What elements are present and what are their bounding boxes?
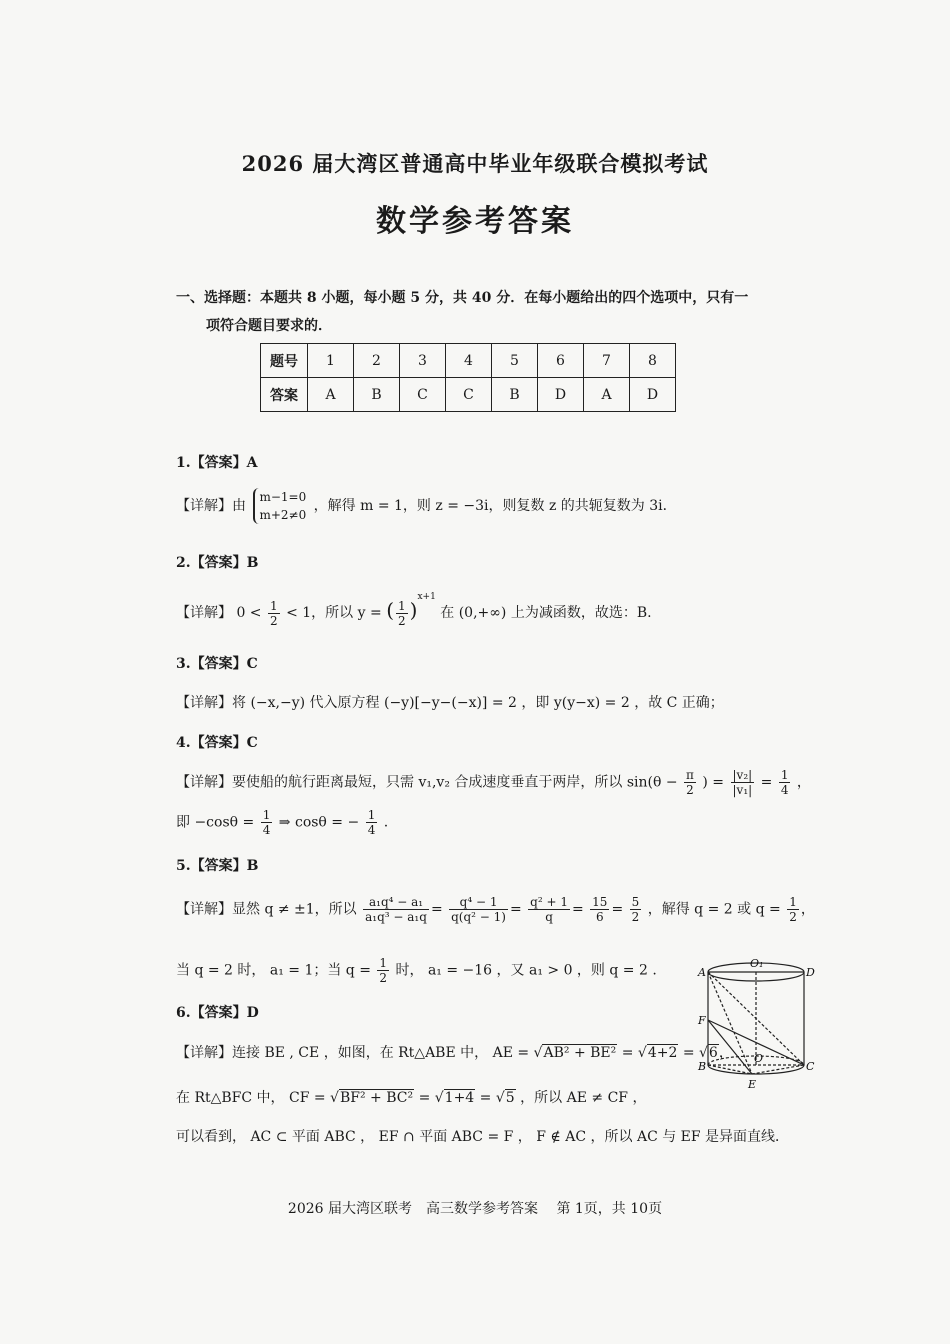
table-cell: 4 xyxy=(446,344,492,378)
sqrt-expression: AB² + BE² xyxy=(543,1045,617,1061)
fraction-numerator: 1 xyxy=(379,956,388,970)
sqrt-expression: 5 xyxy=(505,1090,515,1106)
q2-text-c: 在 (0,+∞) 上为减函数，故选：B. xyxy=(440,605,652,621)
fraction-denominator: q(q² − 1) xyxy=(451,910,506,924)
q6-line2-d: ，所以 AE ≠ CF ， xyxy=(520,1090,647,1106)
table-cell: C xyxy=(446,378,492,412)
table-cell: 2 xyxy=(354,344,400,378)
q6-detail-line1: 【详解】连接 BE , CE ，如图，在 Rt△ABE 中， AE = √AB² + BE² = √4+2 = √6， xyxy=(176,1045,733,1061)
fraction-denominator: 4 xyxy=(367,823,376,837)
detail-label: 【详解】 xyxy=(176,605,232,621)
fraction-numerator: q² + 1 xyxy=(530,895,568,909)
q4-text-b: ) = xyxy=(702,774,725,791)
table-cell: 5 xyxy=(492,344,538,378)
fraction-denominator: 4 xyxy=(262,823,271,837)
q5-detail-line1: 【详解】显然 q ≠ ±1，所以 $\frac{\text{a₁q⁴ − a₁}}{\text{a₁q³ − a₁q}}$ = $\frac{\text{q⁴ − 1}}{\text{q(q² − 1)}}$ = $\frac{\text{q² + 1}}{q}$ = $\frac{15}{6}$ = $\frac{5}{2}$ ，解得 q = 2 或 q = $\frac{1}{2}$ ， xyxy=(176,895,815,924)
table-row-numbers xyxy=(261,344,676,378)
fraction-3 xyxy=(528,895,570,924)
equals-sign: = xyxy=(479,1090,492,1106)
fraction-half xyxy=(787,895,799,924)
q4-detail-line2 xyxy=(176,808,388,837)
q6-detail-line2: 在 Rt△BFC 中， CF = √BF² + BC² = √1+4 = √5 ，所以 AE ≠ CF ， xyxy=(176,1090,647,1106)
fraction-numerator: |v₂| xyxy=(732,768,753,782)
bottom-ellipse-front xyxy=(708,1065,804,1074)
q2-text-b: < 1，所以 y = xyxy=(286,605,382,621)
fraction-pi-half xyxy=(684,768,696,797)
q3-answer: 3.【答案】C xyxy=(176,656,258,672)
table-cell: B xyxy=(492,378,538,412)
document-title: 数学参考答案 xyxy=(376,204,574,239)
q4-answer: 4.【答案】C xyxy=(176,735,258,751)
q4-line2-a: 即 −cosθ = xyxy=(176,814,255,831)
label-B: B xyxy=(698,1060,707,1073)
system-equation-2: m+2≠0 xyxy=(259,508,307,522)
exam-title: 2026 届大湾区普通高中毕业年级联合模拟考试 xyxy=(241,151,709,176)
table-cell: 8 xyxy=(630,344,676,378)
table-cell: D xyxy=(630,378,676,412)
q5-answer: 5.【答案】B xyxy=(176,858,259,874)
sqrt-expression: BF² + BC² xyxy=(339,1090,414,1106)
fraction-denominator: 4 xyxy=(780,783,789,797)
fraction-denominator: 2 xyxy=(686,783,694,797)
q1-detail xyxy=(176,488,677,524)
fraction-half xyxy=(377,956,389,985)
q2-detail xyxy=(176,592,652,628)
fraction-numerator: π xyxy=(686,768,694,782)
q4-text-a: 【详解】要使船的航行距离最短，只需 v₁,v₂ 合成速度垂直于两岸，所以 sin(θ − xyxy=(176,774,678,791)
comma: ， xyxy=(718,1045,733,1061)
label-C: C xyxy=(806,1060,815,1073)
answer-table xyxy=(260,343,676,412)
fraction-numerator: 1 xyxy=(780,768,789,782)
section1-line2: 项符合题目要求的． xyxy=(206,318,332,334)
fraction-quarter xyxy=(261,808,273,837)
fraction-1 xyxy=(363,895,429,924)
table-header-number: 题号 xyxy=(261,344,308,378)
fraction-numerator: a₁q⁴ − a₁ xyxy=(363,895,429,910)
fraction-numerator: q⁴ − 1 xyxy=(449,895,508,910)
q4-text-c: = xyxy=(760,774,773,791)
q4-text-d: ， xyxy=(796,774,811,791)
label-A: A xyxy=(698,966,706,979)
q6-answer: 6.【答案】D xyxy=(176,1005,259,1021)
fraction-denominator: 6 xyxy=(595,910,604,924)
fraction-half-paren xyxy=(396,599,408,628)
label-E: E xyxy=(748,1078,757,1091)
exponent: x+1 xyxy=(417,592,436,602)
label-O: O xyxy=(754,1052,764,1065)
q5-line2-a: 当 q = 2 时， a₁ = 1；当 q = xyxy=(176,962,371,979)
q5-text-b: ，解得 q = 2 或 q = xyxy=(647,901,781,918)
table-cell: A xyxy=(584,378,630,412)
table-cell: 1 xyxy=(308,344,354,378)
label-D: D xyxy=(806,966,815,979)
fraction-quarter xyxy=(779,768,791,797)
q3-detail: 【详解】将 (−x,−y) 代入原方程 (−y)[−y−(−x)] = 2 ，即 y(y−x) = 2 ，故 C 正确； xyxy=(176,695,724,711)
table-header-answer: 答案 xyxy=(261,378,308,412)
fraction-quarter xyxy=(366,808,378,837)
fraction-denominator: 2 xyxy=(398,613,406,628)
q2-answer: 2.【答案】B xyxy=(176,555,259,571)
fraction-numerator: 1 xyxy=(262,808,271,822)
fraction-denominator: 2 xyxy=(379,971,388,985)
q1-answer: 1.【答案】A xyxy=(176,455,258,471)
fraction-denominator: a₁q³ − a₁q xyxy=(365,910,427,924)
table-cell: 6 xyxy=(538,344,584,378)
q4-detail-line1 xyxy=(176,768,811,797)
q6-line2-a: 在 Rt△BFC 中， CF = xyxy=(176,1090,326,1106)
q5-line2-b: 时， a₁ = −16 ，又 a₁ > 0 ，则 q = 2 . xyxy=(395,962,657,979)
table-row-answers xyxy=(261,378,676,412)
equals-sign: = xyxy=(682,1045,695,1061)
equation-system xyxy=(253,488,306,524)
fraction-numerator: 1 xyxy=(398,598,406,613)
fraction-denominator: 2 xyxy=(270,613,278,628)
sqrt-expression: 6 xyxy=(708,1045,718,1061)
sqrt-expression: 4+2 xyxy=(647,1045,678,1061)
fraction-denominator: 2 xyxy=(789,910,797,924)
fraction-numerator: 5 xyxy=(631,895,640,909)
label-F: F xyxy=(698,1014,706,1027)
fraction-denominator: q xyxy=(545,910,553,924)
paren-open: ( xyxy=(386,598,394,622)
fraction-numerator: 1 xyxy=(367,808,376,822)
system-equation-1: m−1=0 xyxy=(259,490,307,504)
fraction-5 xyxy=(630,895,642,924)
equals-sign: = xyxy=(418,1090,431,1106)
fraction-4 xyxy=(590,895,609,924)
table-cell: D xyxy=(538,378,584,412)
equals-sign: = xyxy=(621,1045,634,1061)
table-cell: 3 xyxy=(400,344,446,378)
page-footer: 2026 届大湾区联考 高三数学参考答案 第 1页，共 10页 xyxy=(287,1201,663,1217)
fraction-denominator: 2 xyxy=(631,910,640,924)
label-O1: O₁ xyxy=(750,958,764,970)
q5-detail-line2 xyxy=(176,956,657,985)
table-cell: B xyxy=(354,378,400,412)
detail-label: 【详解】由 xyxy=(176,498,246,514)
q6-line1-a: 【详解】连接 BE , CE ，如图，在 Rt△ABE 中， AE = xyxy=(176,1045,530,1061)
fraction-numerator: 1 xyxy=(270,598,278,613)
q6-detail-line3: 可以看到， AC ⊂ 平面 ABC ， EF ∩ 平面 ABC = F ， F ∉ AC ，所以 AC 与 EF 是异面直线． xyxy=(176,1129,790,1145)
fraction-2 xyxy=(449,895,508,924)
cylinder-figure xyxy=(696,958,818,1098)
fraction-half xyxy=(268,599,280,628)
table-cell: 7 xyxy=(584,344,630,378)
q1-detail-rest: ，解得 m = 1，则 z = −3i，则复数 z 的共轭复数为 3i． xyxy=(313,498,677,514)
q2-text-a: 0 < xyxy=(236,605,262,621)
fraction-denominator: |v₁| xyxy=(732,783,753,797)
fraction-numerator: 15 xyxy=(592,895,608,909)
paren-close: ) xyxy=(409,598,418,622)
q4-line2-b: ⇒ cosθ = − xyxy=(278,814,360,831)
sqrt-expression: 1+4 xyxy=(444,1090,475,1106)
fraction-velocity xyxy=(731,768,755,797)
q5-text-a: 【详解】显然 q ≠ ±1，所以 xyxy=(176,901,357,918)
table-cell: A xyxy=(308,378,354,412)
table-cell: C xyxy=(400,378,446,412)
fraction-numerator: 1 xyxy=(789,895,797,909)
section1-line1: 一、选择题：本题共 8 小题，每小题 5 分，共 40 分．在每小题给出的四个选项中，只有一 xyxy=(176,290,749,306)
q4-line2-c: . xyxy=(383,814,389,831)
